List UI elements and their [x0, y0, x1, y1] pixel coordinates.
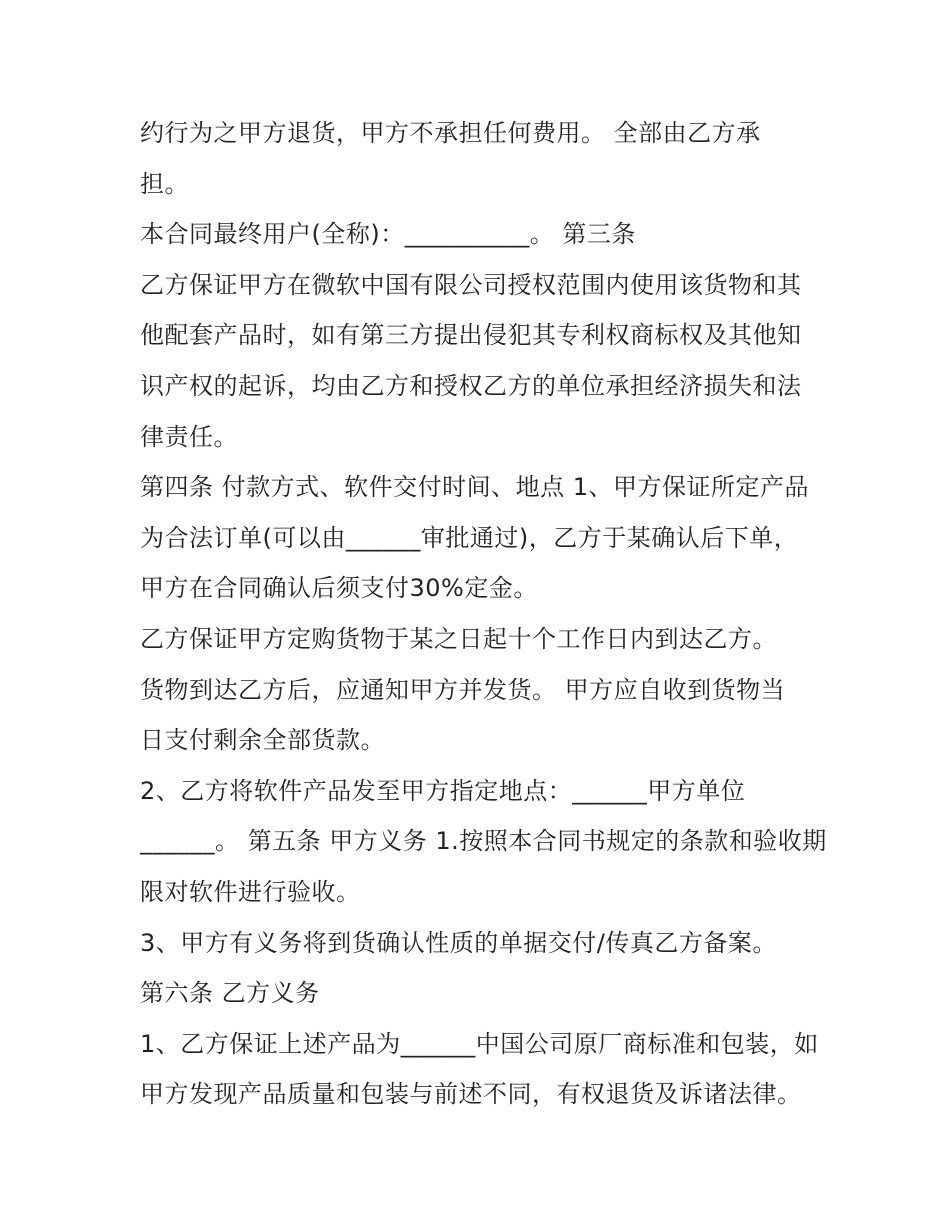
text-line: 约行为之甲方退货，甲方不承担任何费用。 全部由乙方承	[140, 119, 761, 147]
text-line: 限对软件进行验收。	[140, 877, 361, 906]
text-line: 本合同最终用户(全称)：__________。 第三条	[140, 220, 636, 249]
text-line: 识产权的起诉，均由乙方和授权乙方的单位承担经济损失和法	[140, 371, 802, 400]
text-line: 甲方发现产品质量和包装与前述不同，有权退货及诉诸法律。	[140, 1080, 802, 1109]
text-line: 乙方保证甲方在微软中国有限公司授权范围内使用该货物和其	[140, 270, 802, 299]
text-line: 2、乙方将软件产品发至甲方指定地点：______甲方单位	[140, 776, 746, 805]
text-line: 第六条 乙方义务	[140, 979, 320, 1008]
text-line: 乙方保证甲方定购货物于某之日起十个工作日内到达乙方。	[140, 624, 777, 653]
text-line: 律责任。	[140, 422, 238, 451]
text-line: 他配套产品时，如有第三方提出侵犯其专利权商标权及其他知	[140, 321, 802, 350]
text-line: 3、甲方有义务将到货确认性质的单据交付/传真乙方备案。	[140, 928, 777, 957]
text-line: 日支付剩余全部货款。	[140, 726, 385, 755]
text-line: 第四条 付款方式、软件交付时间、地点 1、甲方保证所定产品	[140, 473, 810, 502]
text-line: 1、乙方保证上述产品为______中国公司原厂商标准和包装，如	[140, 1029, 819, 1058]
text-line: 担。	[140, 169, 189, 198]
text-line: 为合法订单(可以由______审批通过)，乙方于某确认后下单，	[140, 523, 799, 552]
text-line: ______。 第五条 甲方义务 1.按照本合同书规定的条款和验收期	[140, 827, 827, 856]
document-body	[140, 108, 830, 1120]
text-line: 甲方在合同确认后须支付30%定金。	[140, 574, 538, 603]
text-line: 货物到达乙方后，应通知甲方并发货。 甲方应自收到货物当	[140, 675, 786, 704]
